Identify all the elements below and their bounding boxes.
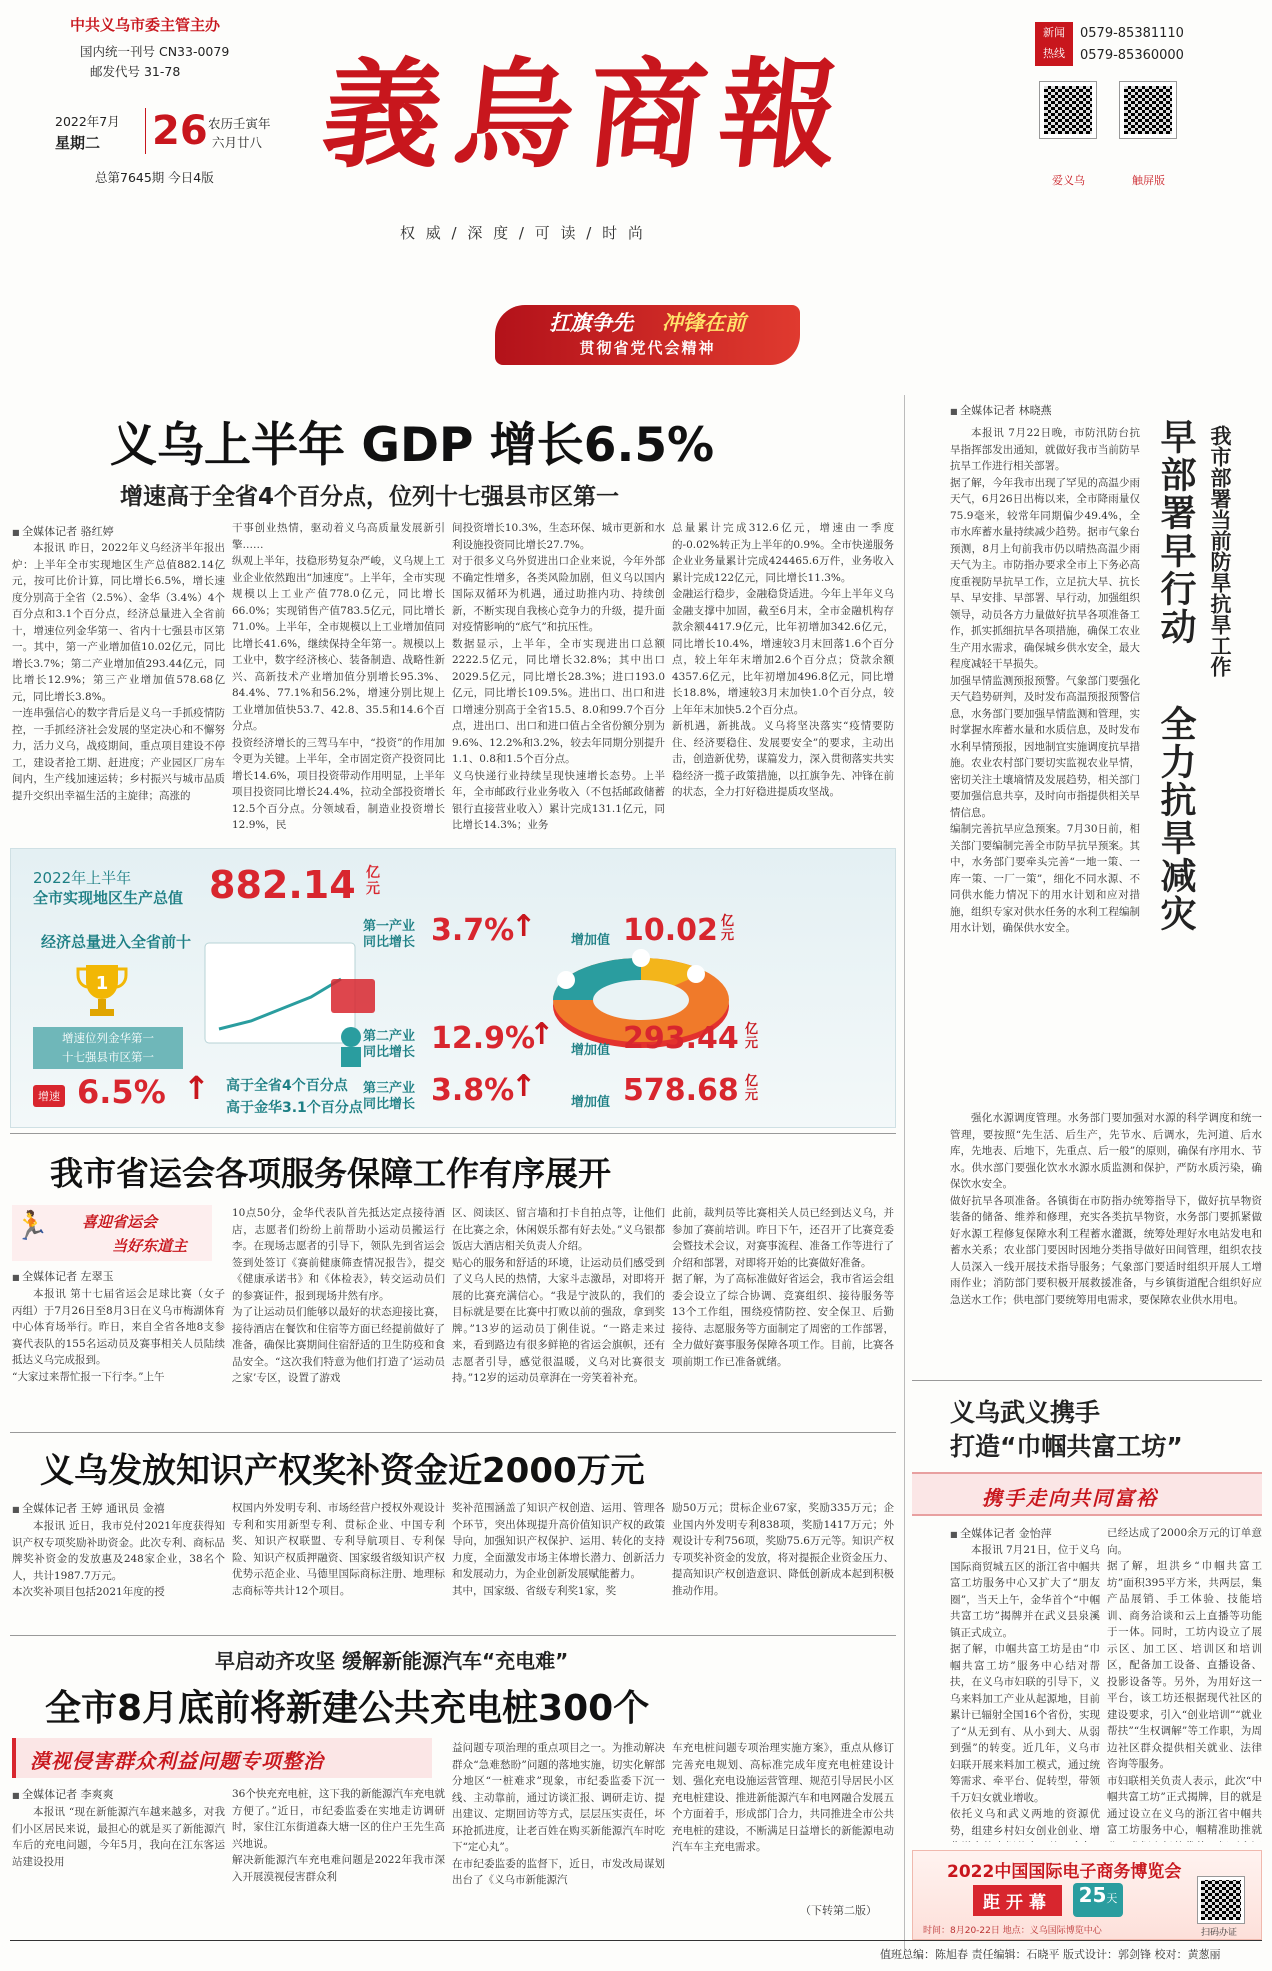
charging-headline: 全市8月底前将新建公共充电桩300个 bbox=[45, 1688, 650, 1729]
qr-label-1: 爱义乌 bbox=[1052, 174, 1085, 187]
charging-banner bbox=[12, 1738, 432, 1778]
banner-line-1 bbox=[495, 305, 800, 337]
primary-unit-yi: 亿 bbox=[721, 914, 735, 929]
expo-note: 时间：8月20-22日 地点：义乌国际博览中心 bbox=[923, 1926, 1102, 1936]
weaving-banner bbox=[912, 1472, 1262, 1516]
info-primary-growth: 3.7% bbox=[431, 913, 515, 948]
ip-headline: 义乌发放知识产权奖补资金近2000万元 bbox=[40, 1451, 645, 1491]
info-tertiary-add: 578.68 bbox=[623, 1073, 739, 1108]
runner-icon: 🏃 bbox=[14, 1209, 49, 1242]
info-gdp-unit-yuan: 元 bbox=[366, 881, 380, 897]
ip-col-2 bbox=[232, 1500, 445, 1628]
charging-col-3-text: 益问题专项治理的重点项目之一。为推动解决群众“急难愁盼”问题的落地实施，切实化解部分地区“一桩难求”现象，市纪委监委下沉一线、主动靠前，通过访谈汇报、调研走访、提出建议、定期回访等方式，层层压实责任，坏环抢抓进度，让老百姓在购买新能源汽车时吃下“定心丸”。 在市纪委监委的监督下，近日，市发改局谋划出台了《义乌市新能源汽 bbox=[452, 1742, 665, 1886]
charging-continued[interactable]: （下转第二版） bbox=[800, 1904, 877, 1917]
charging-col-2-text: 36个快充充电桩，这下我的新能源汽车充电就方便了。”近日，市纪委监委在实地走访调研时，家住江东街道森大塘一区的住户王先生高兴地说。 解决新能源汽车充电难问题是2022年我市深入开展漠视侵害群众利 bbox=[232, 1788, 445, 1883]
ip-byline: ■ 全媒体记者 王婷 通讯员 金禧 bbox=[12, 1500, 165, 1516]
info-secondary-growth: 12.9% bbox=[431, 1021, 536, 1056]
footer-credits: 值班总编：陈旭春 责任编辑：石晓平 版式设计：郭剑锋 校对：黄葱丽 bbox=[880, 1948, 1221, 1961]
gdp-col-2 bbox=[232, 520, 445, 840]
expo-days-badge bbox=[1073, 1883, 1123, 1917]
info-above-2: 高于金华3.1个百分点 bbox=[226, 1100, 363, 1116]
banner-line-2: 贯彻省党代会精神 bbox=[579, 339, 716, 357]
info-tertiary-labels bbox=[363, 1081, 415, 1113]
info-badge bbox=[33, 1027, 183, 1069]
charging-col-3 bbox=[452, 1740, 665, 1914]
expo-ad[interactable] bbox=[912, 1850, 1262, 1940]
info-secondary-label-1: 第二产业 bbox=[363, 1029, 416, 1044]
weaving-headline-1: 义乌武义携手 bbox=[950, 1398, 1101, 1427]
info-primary-add-label: 增加值 bbox=[571, 933, 611, 948]
info-above-1: 高于全省4个百分点 bbox=[226, 1078, 348, 1094]
games-headline: 我市省运会各项服务保障工作有序展开 bbox=[50, 1154, 611, 1193]
charging-col-4 bbox=[672, 1740, 894, 1898]
games-col-4-text: 此前，裁判员等比赛相关人员已经到达义乌，并参加了赛前培训。昨日下午，还召开了比赛竞委会暨技术会议，对赛事流程、准备工作等进行了介绍和部署，对即将开始的比赛做好准备。 据了解，为了高标准做好省运会，我市省运会组委会设立了综合协调、竞赛组织、接待服务等13个工作组，围绕疫情防控、安全保卫、后勤接待、志愿服务等方面制定了周密的工作部署，全力做好赛事服务保障各项工作。目前，比赛各项前期工作已准备就绪。 bbox=[672, 1207, 894, 1368]
ip-col-1 bbox=[12, 1518, 225, 1628]
info-badge-2: 十七强县市区第一 bbox=[62, 1050, 154, 1064]
day-number: 26 bbox=[145, 108, 208, 154]
games-top-rule bbox=[10, 1133, 896, 1134]
ip-col-1-text: 本报讯 近日，我市兑付2021年度获得知识产权专项奖励补助资金。此次专利、商标品牌奖补资金的发放惠及248家企业，38名个人，共计1987.7万元。 本次奖补项目包括2021年度的授 bbox=[12, 1520, 225, 1598]
weaving-col-a-text: 本报讯 7月21日，位于义乌国际商贸城五区的浙江省中帼共富工坊服务中心又扩大了“朋友圈”，当天上午，金华首个“中帼共富工坊”揭牌并在武义县泉溪镇正式成立。 据了解，巾帼共富工坊是由“巾帼共富工坊”服务中心结对帮扶，在义乌市妇联的引导下，义乌来料加工产业从起源地，目前累计已辐射全国16个省份，实现了“从无到有、从小到大、从弱到强”的转变。近几年，义乌市妇联开展来料加工模式，通过统筹需求、牵平台、促转型，带领千万妇女就业增收。 依托义乌和武义两地的资源优势，组建乡村妇女创业创业、增 bbox=[950, 1544, 1100, 1837]
primary-up-arrow-icon: ↑ bbox=[511, 909, 537, 944]
gdp-col-4-text: 总量累计完成312.6亿元，增速由一季度的-0.02%转正为上半年的0.9%。全市快递服务企业业务量累计完成424465.6万件，业务收入累计完成122亿元，同比增长11.3%。 金融运行稳步，金融稳贷适进。今年上半年义乌金融支撑中加固，截至6月末，全市金融机构存款余额4417.9亿元，比年初增加342.6亿元，同比增长10.4%，增速较3月末回落1.6个百分点，较上年年末增加2.6个百分点；贷款余额4357.6亿元，比年初增加496.8亿元，同比增长18.8%，增速较3月末加快1.0个百分点，较上年年末加快5.2个百分点。 新机遇，新挑战。义乌将坚决落实“疫情要防住、经济要稳住、发展要安全”的要求，主动出击，创造新优势，谋篇发力，深入贯彻落实共实稳经济一揽子政策措施，以扛旗争先、冲锋在前的状态，全力打好稳进提质攻坚战。 bbox=[672, 522, 894, 798]
weaving-top-rule bbox=[912, 1380, 1262, 1381]
weekday: 星期二 bbox=[55, 134, 101, 152]
gdp-headline: 义乌上半年 GDP 增长6.5% bbox=[110, 418, 715, 473]
ip-col-2-text: 权国内外发明专利、市场经营户授权外观设计专利和实用新型专利、贯标企业、中国专利奖、知识产权联盟、专利导航项目、专利保险、知识产权质押融资、国家级省级知识产权优势示范企业、马德里国际商标注册、地理标志商标等共计12个项目。 bbox=[232, 1502, 445, 1597]
info-tertiary-growth: 3.8% bbox=[431, 1073, 515, 1108]
tertiary-unit-yuan: 元 bbox=[745, 1088, 759, 1103]
phone-1: 0579-85381110 bbox=[1080, 26, 1184, 41]
charging-col-2 bbox=[232, 1786, 445, 1914]
info-tertiary-label-2: 同比增长 bbox=[363, 1097, 416, 1112]
games-col-1-text: 本报讯 第十七届省运会足球比赛（女子丙组）于7月26日至8月3日在义乌市梅湖体育中心体育场举行。昨日，来自全省各地8支参赛代表队的155名运动员及赛事相关人员陆续抵达义乌完成报到。 “大家过来帮忙报一下行李。”上午 bbox=[12, 1288, 225, 1383]
issue-number: 总第7645期 今日4版 bbox=[95, 170, 214, 185]
ip-col-3-text: 奖补范围涵盖了知识产权创造、运用、管理各个环节，突出体现提升高价值知识产权的政策导向，加强知识产权保护、运用、转化的支持力度，全面激发市场主体增长潜力、创新活力和发展动力，为企业创新发展赋能蓄力。 其中，国家级、省级专利奖1家，奖 bbox=[452, 1502, 665, 1597]
charging-kicker: 早启动齐攻坚 缓解新能源汽车“充电难” bbox=[215, 1649, 569, 1673]
qr-code-1[interactable] bbox=[1040, 82, 1096, 138]
expo-scan: 扫码办证 bbox=[1201, 1928, 1238, 1938]
gdp-col-4 bbox=[672, 520, 894, 840]
info-secondary-labels bbox=[363, 1029, 415, 1061]
info-primary-unit bbox=[721, 915, 734, 943]
feature-banner bbox=[495, 305, 800, 365]
lunar-year: 农历壬寅年 bbox=[208, 116, 271, 131]
secondary-unit-yuan: 元 bbox=[745, 1036, 759, 1051]
games-byline: ■ 全媒体记者 左翠玉 bbox=[12, 1268, 114, 1284]
masthead bbox=[0, 0, 1272, 240]
date-line: 2022年7月 bbox=[55, 114, 120, 129]
info-gdp-unit-yi: 亿 bbox=[366, 865, 380, 881]
weaving-headline-2: 打造“巾帼共富工坊” bbox=[950, 1432, 1183, 1461]
info-gdp-unit bbox=[366, 865, 380, 897]
ip-col-4-text: 励50万元；贯标企业67家，奖励335万元；企业国内外发明专利838项，奖励1417万元；外观设计专利756项，奖励75.6万元等。知识产权专项奖补资金的发放，将对提振企业资金压力、提高知识产权创造意识、降低创新成本起到积极推动作用。 bbox=[672, 1502, 894, 1597]
ip-top-rule bbox=[10, 1432, 896, 1433]
gdp-col-2-text: 干事创业热情，驱动着义乌高质量发展新引擎…… 纵观上半年，技稳形势复杂严峻，义乌规上工业企业依然跑出“加速度”。上半年，全市实现规模以上工业产值778.0亿元，同比增长66.0%；实现销售产值783.5亿元，同比增长71.0%。上半年，全市规模以上工业增加值同比增长41.6%，继续保持全年第一。规模以上工业中，数字经济核心、装备制造、战略性新兴、高新技术产业增加值分别增长95.3%、84.4%、77.1%和56.2%，增速分别比规上工业增加值快53.7、42.8、35.5和14.6个百分点。 投资经济增长的三驾马车中，“投资”的作用加令更为关键。上半年，全市固定资产投资同比增长14.6%，项目投资带动作用明显，上半年项目投资同比增长24.4%，拉动全部投资增长12.5个百分点。分领域看，制造业投资增长12.9%，民 bbox=[232, 522, 445, 831]
gdp-col-1-text: 本报讯 昨日，2022年义乌经济半年报出炉：上半年全市实现地区生产总值882.14亿元，按可比价计算，同比增长6.5%，增长速度分别高于全省（2.5%）、金华（3.4%）4个百分点和3.1个百分点，经济总量进入全省前十，增速位列金华第一、省内十七强县市区第一。其中，第一产业增加值10.02亿元，同比增长3.7%；第二产业增加值293.44亿元，同比增长12.9%；第三产业增加值578.68亿元，同比增长3.8%。 一连串强信心的数字背后是义乌一手抓疫情防控，一手抓经济社会发展的坚定决心和不懈努力，活力义乌，战疫期间，重点项目建设不停工，建设者抢工期、赶进度；产业园区厂房车间内，生产线加速运转；乡村振兴与城市品质提升交织出幸福生活的主旋律；高涨的 bbox=[12, 542, 225, 802]
drought-title-1: 早部署早行动 bbox=[1155, 418, 1196, 646]
info-secondary-add-label: 增加值 bbox=[571, 1043, 611, 1058]
ip-col-3 bbox=[452, 1500, 665, 1628]
charging-col-1 bbox=[12, 1804, 225, 1914]
expo-qr-code[interactable] bbox=[1198, 1877, 1244, 1923]
games-col-2-text: 10点50分，金华代表队首先抵达定点接待酒店，志愿者们纷纷上前帮助小运动员搬运行李。在现场志愿者的引导下，领队先到省运会签到处签订《赛前健康筛查情况报告》，提交《健康承诺书》和《体检表》，转交运动员们的参赛证件，报到现场井然有序。 为了让运动员们能够以最好的状态迎接比赛，接待酒店在餐饮和住宿等方面已经提前做好了准备，确保比赛期间住宿舒适的卫生防疫和食品安全。“这次我们特意为他们打造了‘运动员之家’专区，设置了游戏 bbox=[232, 1207, 445, 1384]
info-secondary-label-2: 同比增长 bbox=[363, 1045, 416, 1060]
primary-unit-yuan: 元 bbox=[721, 928, 735, 943]
info-primary-label-2: 同比增长 bbox=[363, 935, 416, 950]
footer-rule bbox=[10, 1940, 1262, 1941]
hotline-tag-1: 新闻 bbox=[1043, 26, 1065, 39]
qr-code-2[interactable] bbox=[1120, 82, 1176, 138]
slogan: 权 威 / 深 度 / 可 读 / 时 尚 bbox=[400, 224, 646, 242]
info-primary-label-1: 第一产业 bbox=[363, 919, 416, 934]
games-col-3 bbox=[452, 1205, 665, 1425]
charging-banner-text: 漠视侵害群众利益问题专项整治 bbox=[30, 1749, 324, 1773]
tertiary-unit-yi: 亿 bbox=[745, 1074, 759, 1089]
info-growth-tag: 增速 bbox=[33, 1085, 65, 1107]
organizer: 中共义乌市委主管主办 bbox=[70, 16, 221, 34]
info-primary-labels bbox=[363, 919, 415, 951]
drought-col-b-text: 强化水源调度管理。水务部门要加强对水源的科学调度和统一管理，要按照“先生活、后生产，先节水、后调水，先河道、后水库，先地表、后地下，先重点、后一般”的原则，确保有序用水、节水。供水部门要强化饮水水源水质监测和保护，严防水质污染，确保饮水安全。 做好抗旱各项准备。各镇街在市防指办统筹指导下，做好抗旱物资装备的储备、维养和修理，充实各类抗旱物资，水务部门要抓紧做好水源工程修复保障水利工程蓄水灌溉，统筹处理好水电站发电和蓄水关系；农业部门要因时因地分类指导做好田间管理，组织农技人员深入一线开展技术指导服务；气象部门要适时组织开展人工增雨作业；消防部门要积极开展救援准备，与乡镇街道配合组织好应急送水工作；供电部门要统筹用电需求，要保障农业供水用电。 bbox=[950, 1112, 1262, 1306]
info-secondary-add: 293.44 bbox=[623, 1021, 739, 1056]
info-tertiary-unit bbox=[745, 1075, 758, 1103]
info-gdp-value: 882.14 bbox=[209, 863, 356, 907]
drought-byline: ■ 全媒体记者 林晓燕 bbox=[950, 402, 1052, 418]
gdp-subhead: 增速高于全省4个百分点，位列十七强县市区第一 bbox=[120, 484, 620, 510]
expo-countdown-label: 距开幕 bbox=[973, 1885, 1062, 1916]
drought-col-a bbox=[950, 425, 1140, 1105]
drought-col-a-text: 本报讯 7月22日晚，市防汛防台抗旱指挥部发出通知，就做好我市当前防旱抗旱工作进行相关部署。 据了解，今年我市出现了罕见的高温少雨天气，6月26日出梅以来，全市降雨量仅75.9毫米，较常年同期偏少49.4%，全市水库蓄水量持续减少趋势。据市气象台预测，8月上旬前我市仍以晴热高温少雨天气为主。市防指办要求全市上下务必高度重视防旱抗旱工作，立足抗大旱、抗长旱、早安排、早部署、早行动，加强组织领导，动员各方力量做好抗旱各项准备工作，抓实抓细抗旱各项措施，确保工农业生产用水需求，确保城乡供水安全，最大程度减轻干旱损失。 加强旱情监测预报预警。气象部门要强化天气趋势研判，及时发布高温预报预警信息，水务部门要加强旱情监测和管理，实时掌握水库蓄水量和水质信息，及时发布水利旱情预报，因地制宜实施调度抗旱措施。农业农村部门要切实监视农业旱情，密切关注土壤墒情及发展趋势，相关部门要加强信息共享，及时向市指提供相关旱情信息。 编制完善抗旱应急预案。7月30日前，相关部门要编制完善全市防旱抗旱预案。其中，水务部门要牵头完善“一地一策、一库一策、一厂一策”，细化不同水源、不同供水能力情况下的用水计划和应对措施，组织专家对供水任务的水利工程编制用水计划，确保供水安全。 bbox=[950, 427, 1140, 934]
charging-byline: ■ 全媒体记者 李爽爽 bbox=[12, 1786, 114, 1802]
expo-days-unit: 天 bbox=[1106, 1892, 1118, 1905]
games-stamp-2: 当好东道主 bbox=[112, 1237, 188, 1255]
drought-kicker: 我市部署当前防旱抗旱工作 bbox=[1208, 425, 1232, 677]
info-secondary-unit bbox=[745, 1023, 758, 1051]
gdp-infographic bbox=[10, 848, 896, 1128]
info-gdp-label-1: 2022年上半年 bbox=[33, 869, 132, 887]
drought-title-2: 全力抗旱减灾 bbox=[1155, 705, 1196, 933]
banner-line-1a: 扛旗争先 bbox=[549, 310, 634, 335]
tertiary-up-arrow-icon: ↑ bbox=[511, 1069, 537, 1104]
newspaper-title: 義烏商報 bbox=[316, 45, 860, 184]
banner-line-1b: 冲锋在前 bbox=[661, 310, 746, 335]
ip-col-4 bbox=[672, 1500, 894, 1628]
drought-col-b bbox=[950, 1110, 1262, 1360]
games-col-3-text: 区、阅读区、留言墙和打卡自拍点等，让他们在比赛之余，休闲娱乐都有好去处。”义乌银都饭店大酒店相关负责人介绍。 贴心的服务和舒适的环境，让运动员们感受到了义乌人民的热情，大家斗志激昂，对即将开展的比赛充满信心。“我是宁波队的，我们的目标就是要在比赛中打败以前的强敌，拿到奖牌。”13岁的运动员丁俐佳说。“一路走来过来，看到路边有很多鲜艳的省运会旗帜，还有志愿者引导，感觉很温暖，义乌对比赛很支持。”12岁的运动员章湃在一旁笑着补充。 bbox=[452, 1207, 665, 1384]
weaving-col-b-text: 已经达成了2000余万元的订单意向。 据了解，坦洪乡“巾帼共富工坊”面积395平方米，共两层，集产品展销、手工体验、技能培训、商务洽谈和云上直播等功能于一体。同时，工坊内设立了展示区、加工区、培训区和培训区，配备加工设备、直播设备、投影设备等。另外，为用好这一平台，该工坊还根据现代社区的建设要求，引入“创业培训”“就业帮扶”“生权调解”等工作职，为周边社区群众提供相关就业、法律咨询等服务。 市妇联相关负责人表示，此次“中帼共富工坊”正式揭牌，目的就是通过设立在义乌的浙江省中帼共富工坊服务中心，帼精准助推就 bbox=[1107, 1527, 1262, 1836]
hotline-badge bbox=[1035, 22, 1073, 66]
expo-title: 2022中国国际电子商务博览会 bbox=[947, 1862, 1182, 1882]
info-badge-1: 增速位列金华第一 bbox=[62, 1031, 154, 1045]
phone-2: 0579-85360000 bbox=[1080, 48, 1184, 63]
weaving-banner-text: 携手走向共同富裕 bbox=[982, 1486, 1158, 1510]
lunar-day: 六月廿八 bbox=[212, 135, 263, 150]
postal-code: 邮发代号 31-78 bbox=[90, 64, 181, 79]
charging-col-1-text: 本报讯 “现在新能源汽车越来越多，对我们小区居民来说，最担心的就是买了新能源汽车后的充电问题，今年5月，我向在江东客运站建设投用 bbox=[12, 1806, 225, 1868]
games-stamp bbox=[12, 1205, 212, 1261]
info-primary-add: 10.02 bbox=[623, 913, 718, 948]
weaving-col-a bbox=[950, 1542, 1100, 1842]
weaving-col-b bbox=[1107, 1525, 1262, 1842]
right-column-divider bbox=[904, 395, 905, 1955]
games-col-1 bbox=[12, 1286, 225, 1426]
info-tertiary-add-label: 增加值 bbox=[571, 1095, 611, 1110]
secondary-unit-yi: 亿 bbox=[745, 1022, 759, 1037]
gdp-col-1 bbox=[12, 540, 225, 840]
gdp-byline: ■ 全媒体记者 骆红婷 bbox=[12, 523, 114, 539]
info-top10: 经济总量进入全省前十 bbox=[41, 933, 192, 951]
hotline-tag-2: 热线 bbox=[1043, 47, 1065, 60]
info-growth-value: 6.5% bbox=[77, 1073, 166, 1111]
charging-col-4-text: 车充电桩问题专项治理实施方案》，重点从修订完善充电规划、高标准完成年度充电桩建设计划、强化充电设施运营管理、规范引导居民小区充电桩建设、推进新能源汽车和电网融合发展五个方面着手，形成部门合力，共同推进全市公共充电桩的建设，不断满足日益增长的新能源电动汽车车主充电需求。 bbox=[672, 1742, 894, 1853]
cn-number: 国内统一刊号 CN33-0079 bbox=[80, 44, 230, 59]
info-tertiary-label-1: 第三产业 bbox=[363, 1081, 416, 1096]
growth-up-arrow-icon: ↑ bbox=[183, 1069, 210, 1107]
gdp-col-3-text: 间投资增长10.3%，生态环保、城市更新和水利设施投资同比增长27.7%。 对于很多义乌外贸进出口企业来说，今年外部不确定性增多，各类风险加剧，但义乌以国内国际双循环为机遇，通过助推内功、持续创新，不断实现自我核心竞争力的升级，提升面对疫情影响的“底气”和抗压性。 数据显示，上半年，全市实现进出口总额2222.5亿元，同比增长32.8%；其中出口2029.5亿元，同比增长28.3%；进口193.0亿元，同比增长109.5%。进出口、出口和进口增速分别高于全省15.5、8.0和99.7个百分点，进出口、出口和进口值占全省份额分别为9.6%、12.2%和3.2%，较去年同期分别提升1.1、0.8和1.5个百分点。 义乌快递行业持续呈现快速增长态势。上半年，全市邮政行业业务收入（不包括邮政储蓄银行直接营业收入）累计完成131.1亿元，同比增长14.3%；业务 bbox=[452, 522, 665, 831]
charging-top-rule bbox=[10, 1635, 896, 1636]
games-col-4 bbox=[672, 1205, 894, 1425]
info-gdp-label-2: 全市实现地区生产总值 bbox=[33, 889, 184, 907]
trophy-icon bbox=[76, 961, 128, 1023]
games-stamp-1: 喜迎省运会 bbox=[82, 1213, 158, 1231]
expo-days: 25 bbox=[1078, 1883, 1107, 1907]
games-col-2 bbox=[232, 1205, 445, 1425]
qr-label-2: 触屏版 bbox=[1132, 174, 1165, 187]
weaving-byline: ■ 全媒体记者 金怡萍 bbox=[950, 1525, 1052, 1541]
secondary-up-arrow-icon: ↑ bbox=[529, 1017, 555, 1052]
gdp-col-3 bbox=[452, 520, 665, 840]
svg-text:1: 1 bbox=[95, 973, 109, 994]
